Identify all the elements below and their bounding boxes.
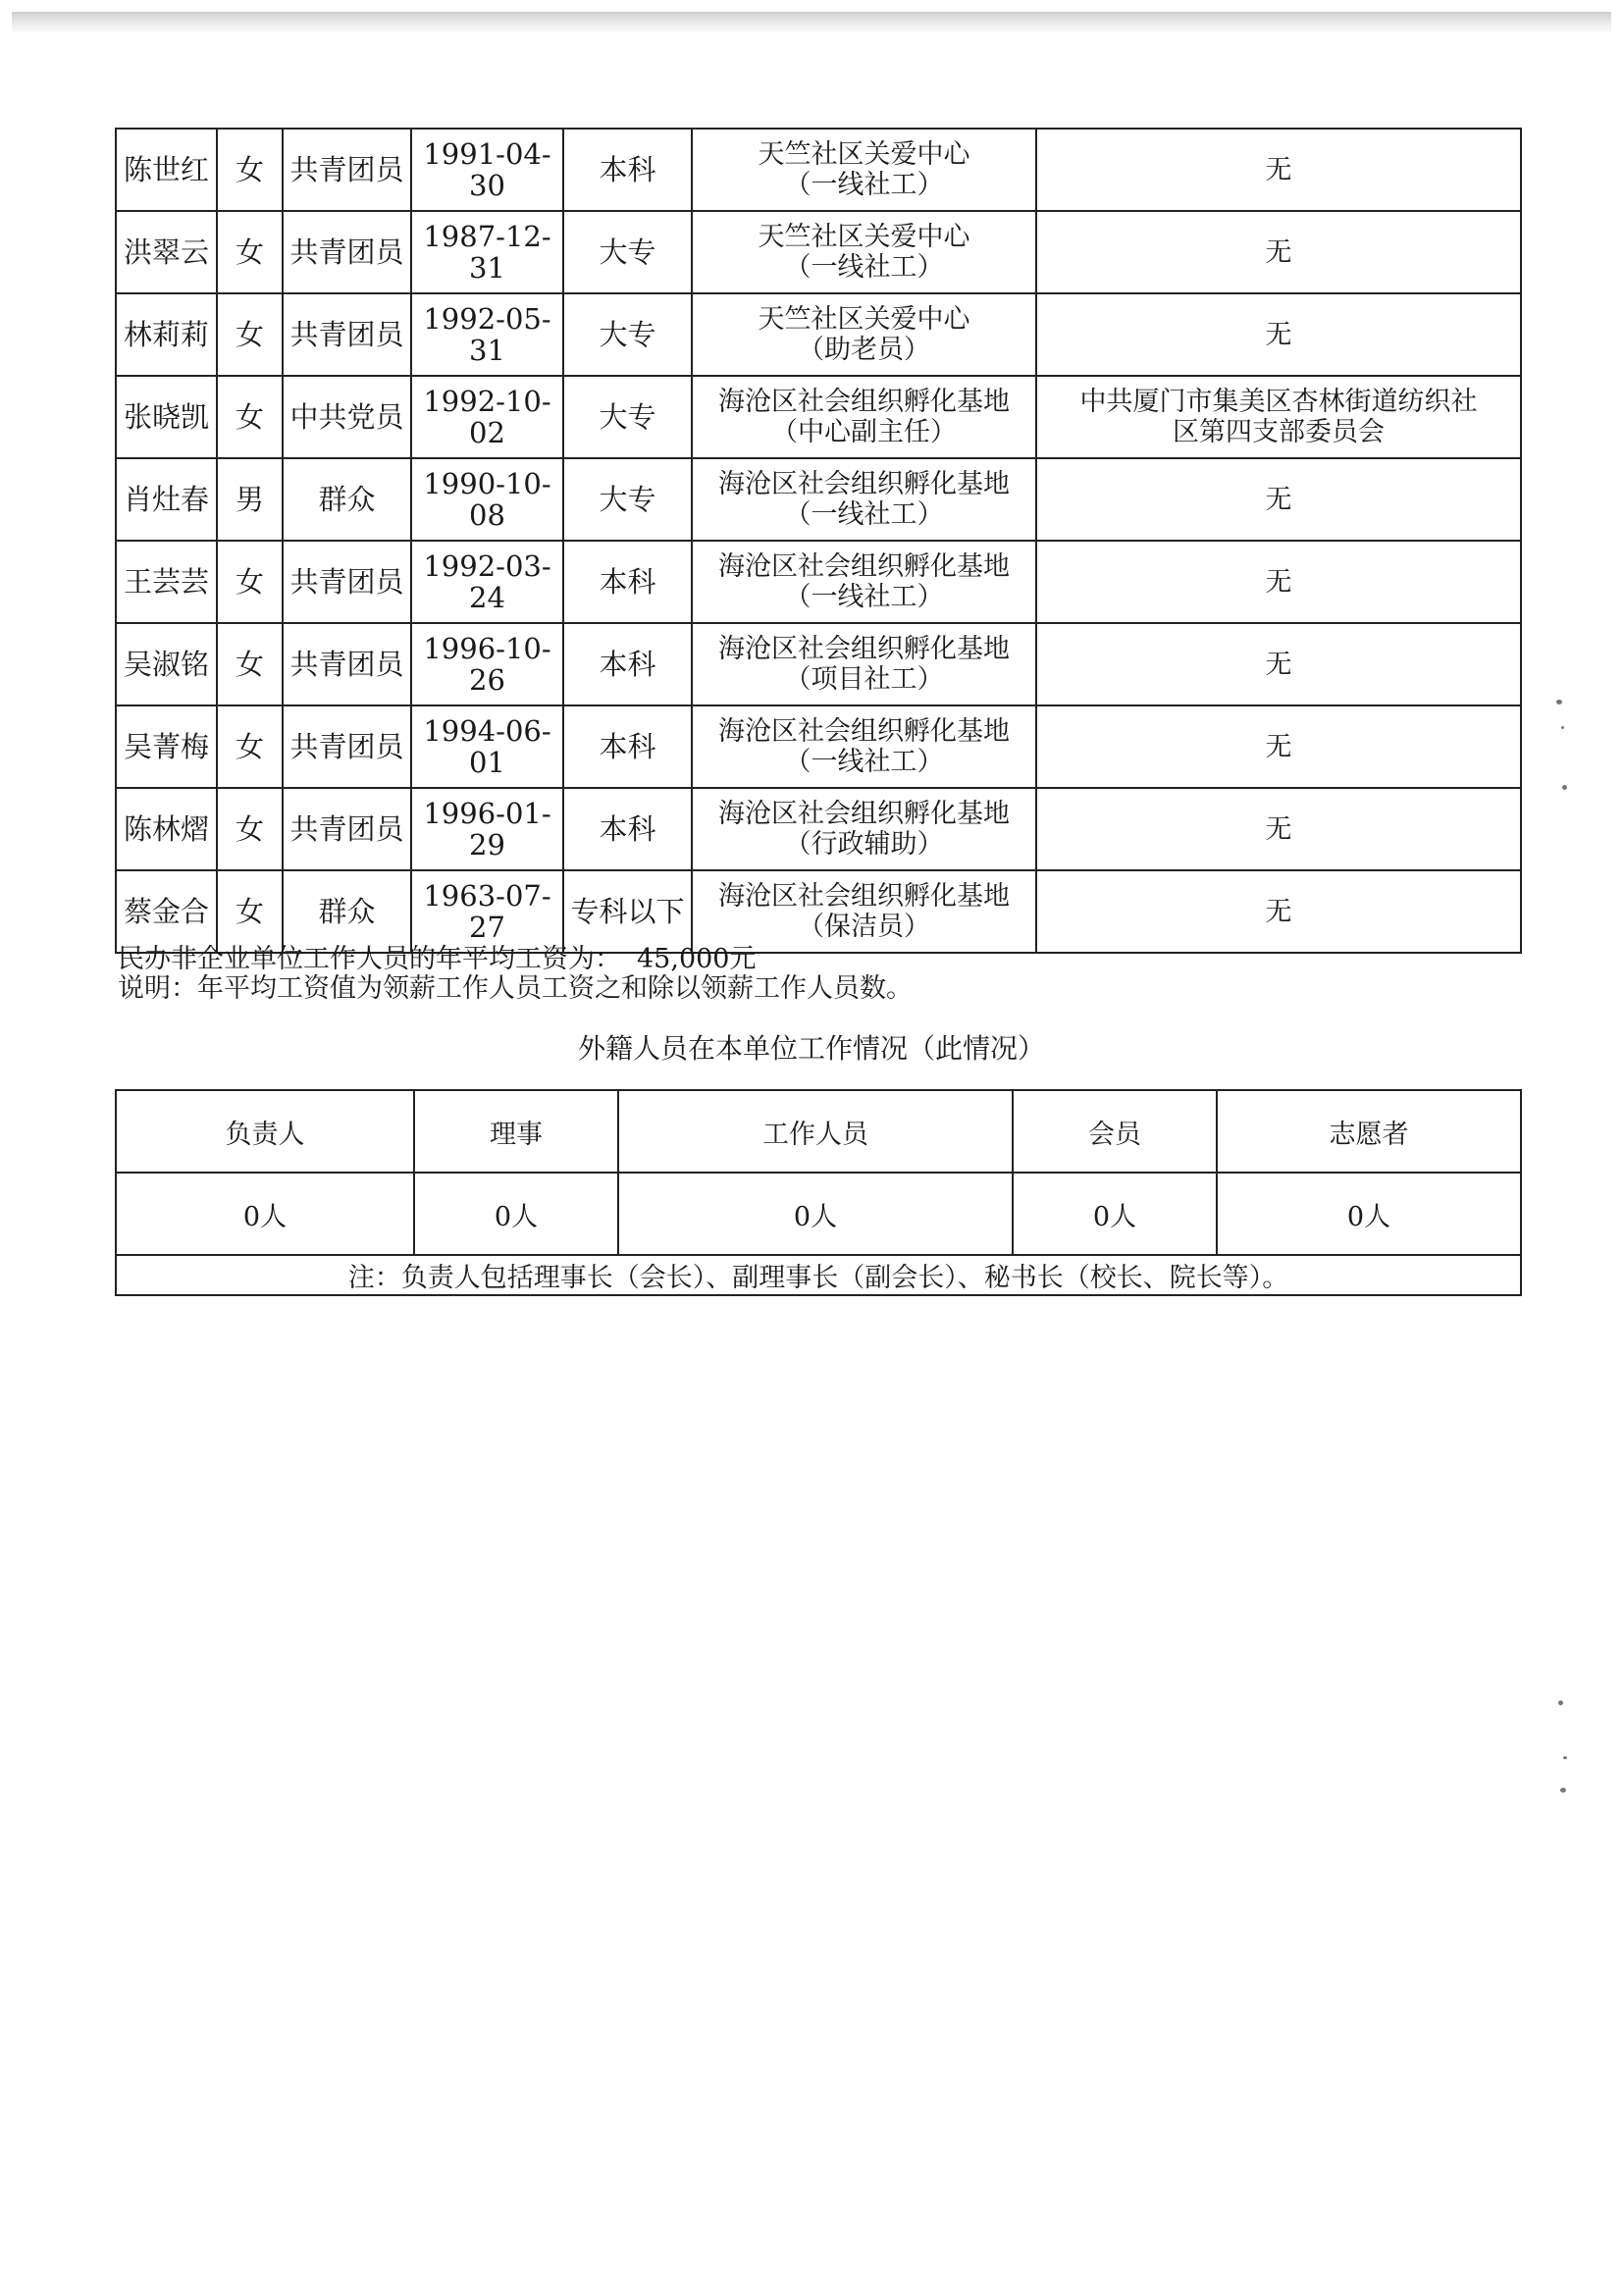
work-unit-position: （一线社工） (784, 499, 944, 530)
work-unit-cell (692, 211, 1036, 293)
party-organization-line2: 区第四支部委员会 (1173, 417, 1385, 447)
name-cell: 蔡金合 (116, 870, 217, 953)
scan-speck (1558, 1700, 1563, 1705)
table-row (116, 623, 1521, 705)
education-cell: 本科 (563, 705, 692, 788)
gender-cell: 女 (217, 211, 283, 293)
name-cell: 肖灶春 (116, 458, 217, 541)
party-organization-line1: 无 (1265, 484, 1292, 515)
salary-explanation: 说明：年平均工资值为领薪工作人员工资之和除以领薪工作人员数。 (118, 973, 913, 1004)
table-row (116, 870, 1521, 953)
work-unit-cell (692, 129, 1036, 211)
birth-date-cell: 1994-06-01 (411, 705, 563, 788)
gender-cell: 女 (217, 705, 283, 788)
party-organization-line1: 无 (1265, 649, 1292, 680)
average-salary-line (118, 945, 756, 974)
work-unit-position: （助老员） (798, 335, 930, 365)
political-status-cell: 共青团员 (283, 129, 411, 211)
foreign-staff-title: 外籍人员在本单位工作情况（此情况） (577, 1032, 1045, 1065)
gender-cell: 女 (217, 129, 283, 211)
table-row (116, 788, 1521, 870)
work-unit-name: 海沧区社会组织孵化基地 (718, 881, 1010, 912)
education-cell: 大专 (563, 458, 692, 541)
birth-date-cell: 1963-07-27 (411, 870, 563, 953)
education-cell: 大专 (563, 211, 692, 293)
party-organization-cell (1036, 870, 1521, 953)
work-unit-name: 海沧区社会组织孵化基地 (718, 551, 1010, 582)
foreign-header-row (116, 1090, 1521, 1173)
birth-date-cell: 1990-10-08 (411, 458, 563, 541)
foreign-note: 注：负责人包括理事长（会长）、副理事长（副会长）、秘书长（校长、院长等）。 (116, 1255, 1521, 1295)
gender-cell: 女 (217, 870, 283, 953)
gender-cell: 女 (217, 293, 283, 376)
work-unit-name: 海沧区社会组织孵化基地 (718, 799, 1010, 829)
table-row (116, 376, 1521, 458)
work-unit-cell (692, 870, 1036, 953)
work-unit-name: 海沧区社会组织孵化基地 (718, 387, 1010, 417)
political-status-cell: 共青团员 (283, 623, 411, 705)
table-row (116, 293, 1521, 376)
foreign-value-row (116, 1173, 1521, 1255)
work-unit-name: 天竺社区关爱中心 (758, 304, 970, 335)
foreign-staff-table (115, 1089, 1522, 1296)
education-cell: 大专 (563, 293, 692, 376)
work-unit-position: （一线社工） (784, 170, 944, 200)
education-cell: 本科 (563, 129, 692, 211)
party-organization-cell (1036, 623, 1521, 705)
foreign-note-row (116, 1255, 1521, 1295)
name-cell: 王芸芸 (116, 541, 217, 623)
work-unit-position: （一线社工） (784, 747, 944, 777)
birth-date-cell: 1987-12-31 (411, 211, 563, 293)
work-unit-name: 海沧区社会组织孵化基地 (718, 634, 1010, 664)
political-status-cell: 中共党员 (283, 376, 411, 458)
party-organization-line1: 无 (1265, 236, 1292, 268)
value-staff: 0人 (618, 1173, 1013, 1255)
birth-date-cell: 1992-05-31 (411, 293, 563, 376)
work-unit-cell (692, 705, 1036, 788)
work-unit-cell (692, 293, 1036, 376)
staff-table (115, 128, 1522, 954)
political-status-cell: 共青团员 (283, 293, 411, 376)
education-cell: 本科 (563, 623, 692, 705)
party-organization-cell (1036, 293, 1521, 376)
scan-speck (1556, 700, 1562, 704)
party-organization-cell (1036, 376, 1521, 458)
header-responsible-person: 负责人 (116, 1090, 414, 1173)
political-status-cell: 群众 (283, 458, 411, 541)
work-unit-cell (692, 376, 1036, 458)
scan-speck (1563, 1756, 1567, 1759)
work-unit-name: 天竺社区关爱中心 (758, 222, 970, 252)
header-staff: 工作人员 (618, 1090, 1013, 1173)
work-unit-position: （行政辅助） (784, 829, 944, 860)
education-cell: 本科 (563, 541, 692, 623)
party-organization-cell (1036, 211, 1521, 293)
political-status-cell: 共青团员 (283, 788, 411, 870)
header-volunteer: 志愿者 (1217, 1090, 1521, 1173)
birth-date-cell: 1996-01-29 (411, 788, 563, 870)
scan-top-edge (12, 12, 1611, 31)
party-organization-line1: 无 (1265, 896, 1292, 927)
value-director: 0人 (414, 1173, 618, 1255)
table-row (116, 129, 1521, 211)
gender-cell: 女 (217, 376, 283, 458)
header-member: 会员 (1013, 1090, 1217, 1173)
table-row (116, 458, 1521, 541)
birth-date-cell: 1992-03-24 (411, 541, 563, 623)
work-unit-name: 海沧区社会组织孵化基地 (718, 716, 1010, 747)
name-cell: 林莉莉 (116, 293, 217, 376)
birth-date-cell: 1996-10-26 (411, 623, 563, 705)
education-cell: 本科 (563, 788, 692, 870)
party-organization-line1: 无 (1265, 731, 1292, 762)
party-organization-cell (1036, 788, 1521, 870)
education-cell: 专科以下 (563, 870, 692, 953)
table-row (116, 541, 1521, 623)
table-row (116, 705, 1521, 788)
work-unit-name: 天竺社区关爱中心 (758, 139, 970, 170)
work-unit-position: （一线社工） (784, 252, 944, 283)
scan-speck (1560, 1788, 1566, 1793)
work-unit-position: （项目社工） (784, 664, 944, 695)
value-volunteer: 0人 (1217, 1173, 1521, 1255)
party-organization-line1: 无 (1265, 319, 1292, 350)
party-organization-cell (1036, 129, 1521, 211)
name-cell: 陈世红 (116, 129, 217, 211)
party-organization-line1: 中共厦门市集美区杏林街道纺织社 (1079, 387, 1478, 417)
average-salary-value: 45,000元 (637, 944, 757, 974)
name-cell: 吴淑铭 (116, 623, 217, 705)
table-row (116, 211, 1521, 293)
name-cell: 张晓凯 (116, 376, 217, 458)
work-unit-name: 海沧区社会组织孵化基地 (718, 469, 1010, 499)
party-organization-cell (1036, 541, 1521, 623)
party-organization-line1: 无 (1265, 154, 1292, 185)
work-unit-cell (692, 623, 1036, 705)
birth-date-cell: 1991-04-30 (411, 129, 563, 211)
party-organization-cell (1036, 458, 1521, 541)
header-director: 理事 (414, 1090, 618, 1173)
birth-date-cell: 1992-10-02 (411, 376, 563, 458)
scan-speck (1562, 785, 1567, 790)
work-unit-cell (692, 458, 1036, 541)
name-cell: 陈林熠 (116, 788, 217, 870)
average-salary-label: 民办非企业单位工作人员的年平均工资为： (118, 944, 621, 974)
party-organization-cell (1036, 705, 1521, 788)
name-cell: 洪翠云 (116, 211, 217, 293)
party-organization-line1: 无 (1265, 813, 1292, 845)
work-unit-position: （保洁员） (798, 912, 930, 942)
work-unit-position: （中心副主任） (771, 417, 957, 447)
political-status-cell: 共青团员 (283, 705, 411, 788)
value-member: 0人 (1013, 1173, 1217, 1255)
education-cell: 大专 (563, 376, 692, 458)
gender-cell: 女 (217, 788, 283, 870)
work-unit-position: （一线社工） (784, 582, 944, 612)
gender-cell: 男 (217, 458, 283, 541)
value-responsible-person: 0人 (116, 1173, 414, 1255)
scan-speck (1561, 726, 1564, 729)
name-cell: 吴菁梅 (116, 705, 217, 788)
work-unit-cell (692, 788, 1036, 870)
political-status-cell: 群众 (283, 870, 411, 953)
gender-cell: 女 (217, 623, 283, 705)
political-status-cell: 共青团员 (283, 211, 411, 293)
party-organization-line1: 无 (1265, 566, 1292, 598)
work-unit-cell (692, 541, 1036, 623)
political-status-cell: 共青团员 (283, 541, 411, 623)
gender-cell: 女 (217, 541, 283, 623)
